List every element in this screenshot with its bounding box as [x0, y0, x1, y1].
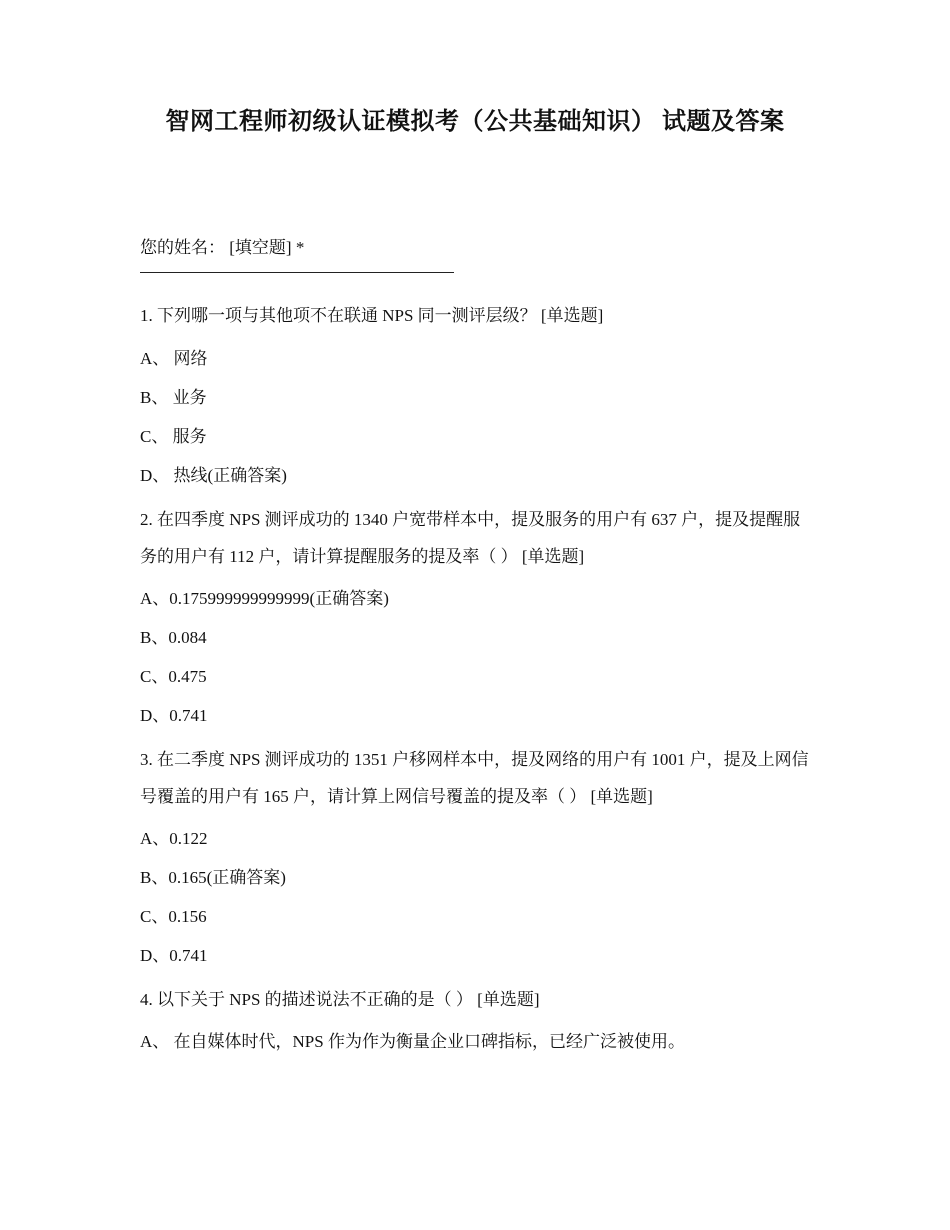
option-d[interactable]: D、 热线(正确答案)	[140, 466, 287, 485]
document-title: 智网工程师初级认证模拟考（公共基础知识） 试题及答案	[165, 109, 785, 135]
option-c[interactable]: C、0.475	[140, 667, 207, 686]
option-b[interactable]: B、 业务	[140, 388, 207, 407]
name-answer-blank[interactable]	[140, 271, 454, 273]
name-prompt: 您的姓名： [填空题] *	[140, 238, 305, 257]
option-a[interactable]: A、0.122	[140, 829, 208, 848]
question-4	[140, 981, 820, 1061]
option-d[interactable]: D、0.741	[140, 706, 208, 725]
question-text: 2. 在四季度 NPS 测评成功的 1340 户宽带样本中，提及服务的用户有 637 户，提及提醒服务的用户有 112 户，请计算提醒服务的提及率（ ） [单选题]	[140, 510, 801, 566]
option-c[interactable]: C、0.156	[140, 907, 207, 926]
option-b[interactable]: B、0.084	[140, 628, 207, 647]
question-text: 3. 在二季度 NPS 测评成功的 1351 户移网样本中，提及网络的用户有 1001 户，提及上网信号覆盖的用户有 165 户，请计算上网信号覆盖的提及率（ ） [单选题]	[140, 750, 809, 806]
question-1	[140, 301, 820, 495]
option-a[interactable]: A、 在自媒体时代，NPS 作为作为衡量企业口碑指标，已经广泛被使用。	[140, 1032, 685, 1051]
option-a[interactable]: A、0.175999999999999(正确答案)	[140, 589, 389, 608]
survey-content	[140, 233, 820, 1067]
option-b[interactable]: B、0.165(正确答案)	[140, 868, 286, 887]
option-c[interactable]: C、 服务	[140, 427, 207, 446]
question-text: 1. 下列哪一项与其他项不在联通 NPS 同一测评层级？ [单选题]	[140, 306, 604, 325]
question-text: 4. 以下关于 NPS 的描述说法不正确的是（ ） [单选题]	[140, 990, 540, 1009]
question-2	[140, 501, 820, 735]
option-a[interactable]: A、 网络	[140, 349, 208, 368]
option-d[interactable]: D、0.741	[140, 946, 208, 965]
question-3	[140, 741, 820, 975]
